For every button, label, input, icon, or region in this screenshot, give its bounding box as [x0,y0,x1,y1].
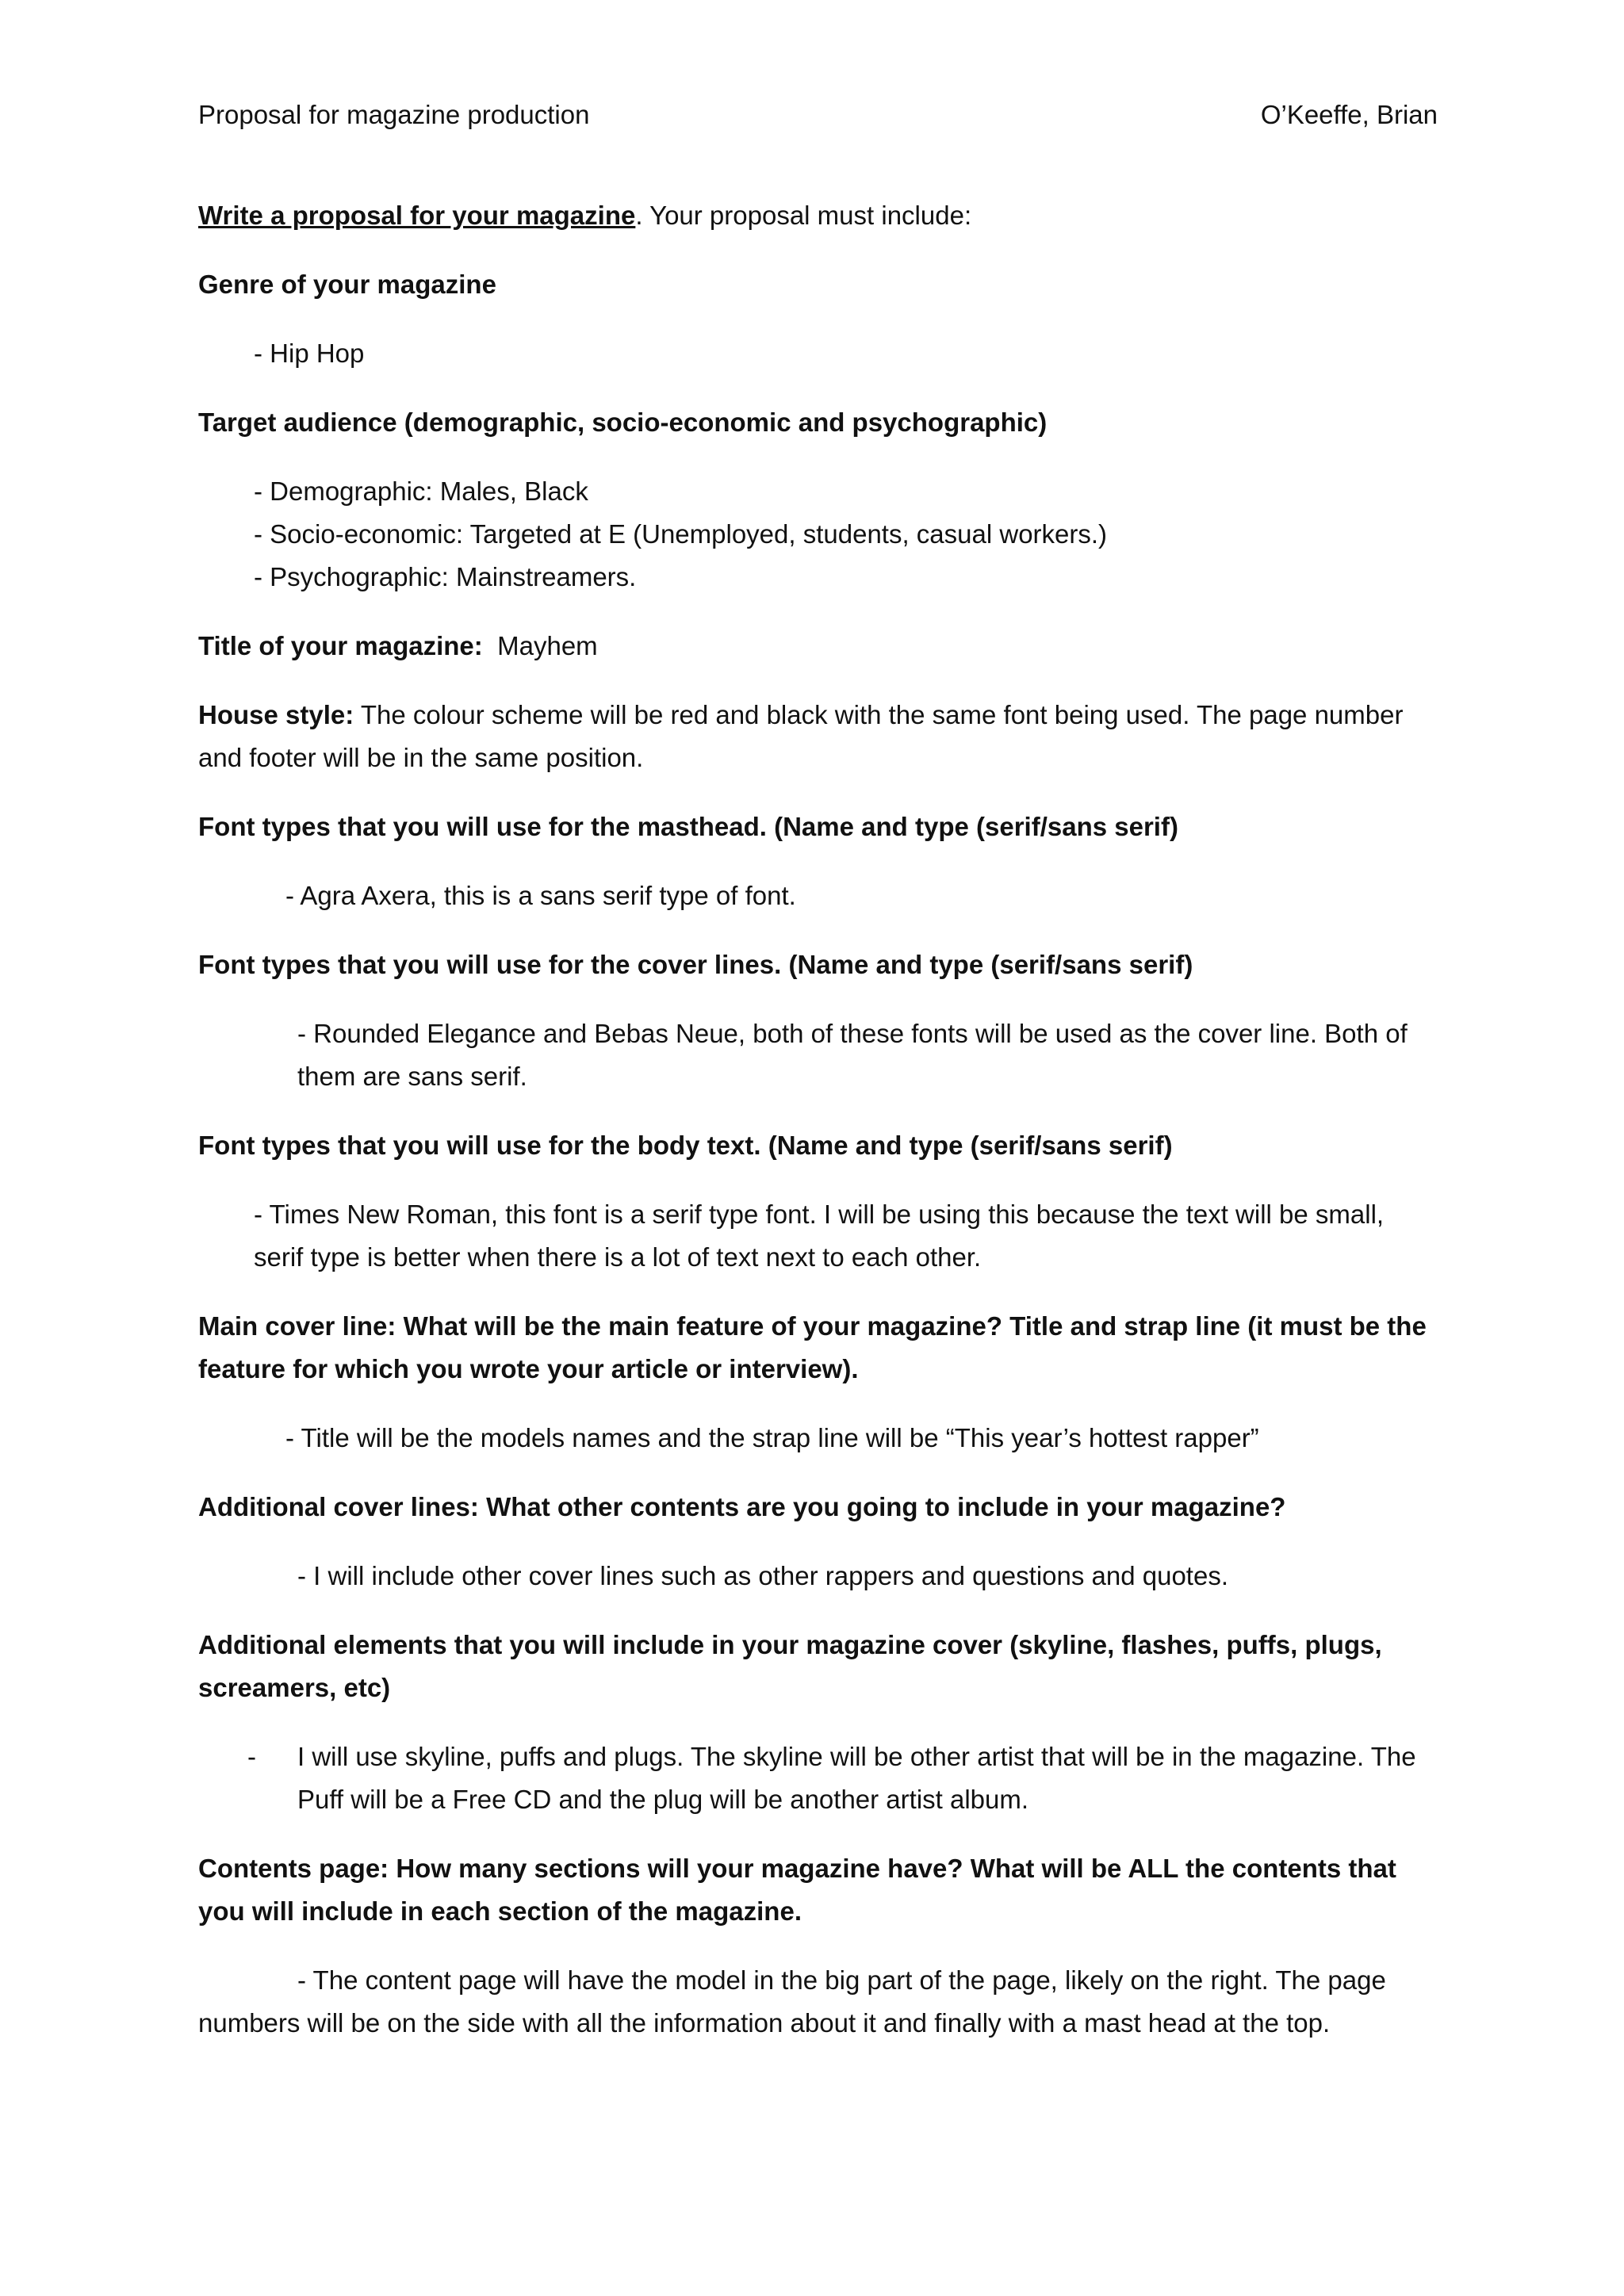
additional-elements-item [198,1735,1438,1821]
audience-socioeconomic: - Socio-economic: Targeted at E (Unemployed, students, casual workers.) [254,519,1108,549]
additional-elements-heading: Additional elements that you will include in your magazine cover (skyline, flashes, puffs, plugs, screamers, etc) [198,1630,1382,1702]
title-line [198,625,1438,668]
intro-rest: . Your proposal must include: [635,201,972,230]
audience-demographic: - Demographic: Males, Black [254,476,588,506]
title-heading: Title of your magazine: [198,631,483,660]
page-header [198,94,1438,136]
header-title: Proposal for magazine production [198,100,590,129]
additional-lines-heading: Additional cover lines: What other contents are you going to include in your magazine? [198,1492,1286,1521]
title-answer: Mayhem [497,631,598,660]
audience-list [198,470,1438,599]
main-cover-heading: Main cover line: What will be the main feature of your magazine? Title and strap line (it must be the feature for which you wrote your article or interview). [198,1311,1427,1383]
body-font-answer: - Times New Roman, this font is a serif type font. I will be using this because the text will be small, serif type is better when there is a lot of text next to each other. [254,1200,1385,1272]
cover-font-answer: - Rounded Elegance and Bebas Neue, both of these fonts will be used as the cover line. Both of them are sans serif. [297,1019,1408,1091]
masthead-font-answer: - Agra Axera, this is a sans serif type of font. [285,881,796,910]
genre-heading: Genre of your magazine [198,270,496,299]
cover-font-heading: Font types that you will use for the cover lines. (Name and type (serif/sans serif) [198,950,1193,979]
list-dash: - [247,1742,256,1771]
additional-lines-answer: - I will include other cover lines such as other rappers and questions and quotes. [297,1561,1228,1590]
header-author: O’Keeffe, Brian [1260,100,1438,129]
contents-page-heading: Contents page: How many sections will your magazine have? What will be ALL the contents that you will include in each section of the magazine. [198,1854,1396,1926]
additional-elements-answer: I will use skyline, puffs and plugs. The skyline will be other artist that will be in the magazine. The Puff will be a Free CD and the plug will be another artist album. [297,1742,1416,1814]
main-cover-answer: - Title will be the models names and the strap line will be “This year’s hottest rapper” [285,1423,1259,1452]
intro-line [198,194,1438,237]
intro-heading: Write a proposal for your magazine [198,201,636,230]
house-style-answer: The colour scheme will be red and black with the same font being used. The page number and footer will be in the same position. [198,700,1404,772]
body-font-heading: Font types that you will use for the body text. (Name and type (serif/sans serif) [198,1131,1173,1160]
house-style-line [198,694,1438,779]
house-style-heading: House style: [198,700,354,729]
audience-heading: Target audience (demographic, socio-economic and psychographic) [198,408,1048,437]
genre-answer: - Hip Hop [254,339,365,368]
masthead-font-heading: Font types that you will use for the masthead. (Name and type (serif/sans serif) [198,812,1178,841]
document-body [198,194,1438,2071]
audience-psychographic: - Psychographic: Mainstreamers. [254,562,637,591]
contents-page-answer: - The content page will have the model in the big part of the page, likely on the right. The page numbers will be on the side with all the information about it and finally with a mast head at the top. [198,1965,1386,2038]
